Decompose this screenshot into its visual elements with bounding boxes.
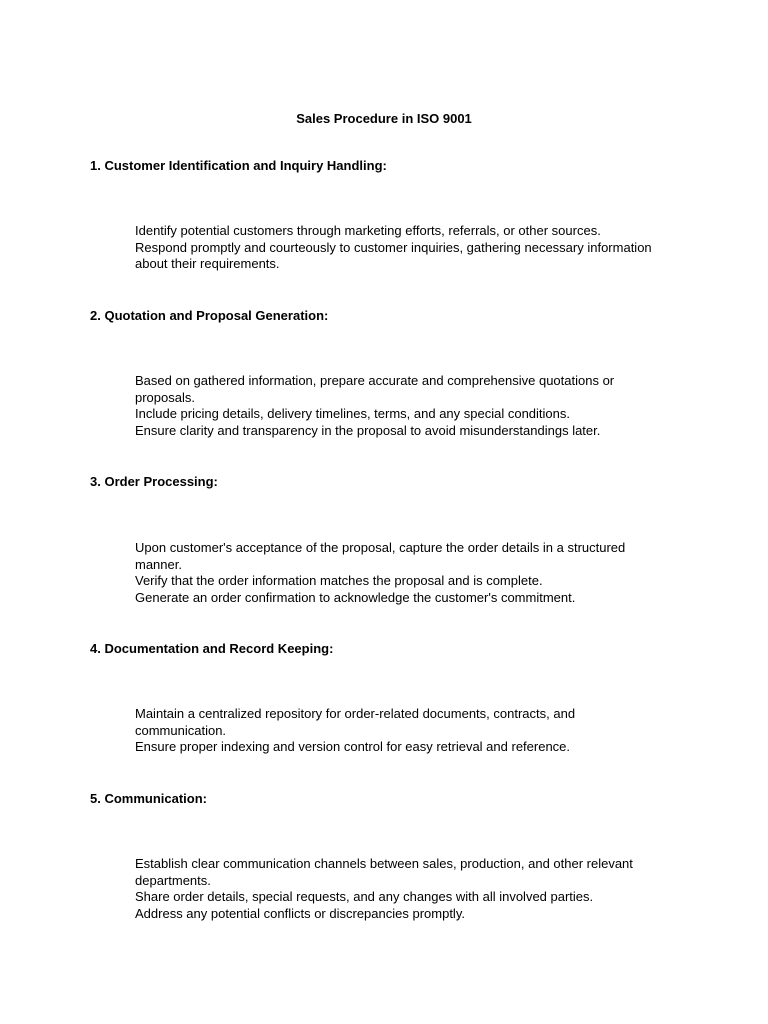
section-body [135,856,665,922]
paragraph-line: Establish clear communication channels between sales, production, and other relevant departments. [135,856,633,888]
paragraph-line: Verify that the order information matches the proposal and is complete. [135,573,543,588]
paragraph-line: Address any potential conflicts or discrepancies promptly. [135,905,465,921]
paragraph-line: Share order details, special requests, and any changes with all involved parties. [135,889,594,904]
paragraph-line: Respond promptly and courteously to customer inquiries, gathering necessary information about their requirements. [135,239,652,271]
section-heading: 5. Communication: [90,791,208,806]
paragraph-line: Maintain a centralized repository for order-related documents, contracts, and communication. [135,706,576,738]
paragraph-line: Include pricing details, delivery timelines, terms, and any special conditions. [135,406,570,421]
section-heading: 1. Customer Identification and Inquiry Handling: [90,158,387,173]
section-body [135,373,665,439]
section-heading: 2. Quotation and Proposal Generation: [90,308,329,323]
section-heading: 4. Documentation and Record Keeping: [90,641,334,656]
section-heading: 3. Order Processing: [90,474,218,489]
paragraph-line: Ensure clarity and transparency in the proposal to avoid misunderstandings later. [135,422,601,438]
section-body [135,706,665,756]
paragraph-line: Generate an order confirmation to acknowledge the customer's commitment. [135,589,576,605]
section-body [135,223,665,273]
document-title: Sales Procedure in ISO 9001 [296,111,472,126]
paragraph-line: Upon customer's acceptance of the proposal, capture the order details in a structured manner. [135,540,626,572]
paragraph-line: Identify potential customers through marketing efforts, referrals, or other sources. [135,223,601,238]
section-body [135,540,665,606]
paragraph-line: Based on gathered information, prepare accurate and comprehensive quotations or proposals. [135,373,615,405]
paragraph-line: Ensure proper indexing and version control for easy retrieval and reference. [135,739,571,754]
